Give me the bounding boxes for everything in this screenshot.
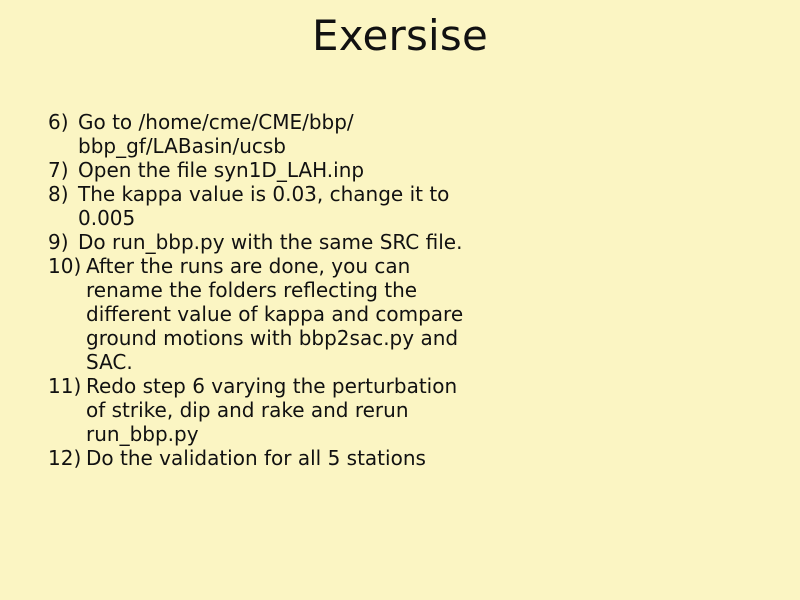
list-item [48, 230, 468, 254]
slide-title: Exersise [311, 11, 489, 60]
list-item-text: The kappa value is 0.03, change it to 0.005 [78, 182, 450, 230]
list-item-number: 12) [48, 446, 82, 470]
exercise-list [48, 110, 468, 470]
list-item-number: 6) [48, 110, 69, 134]
list-item [48, 374, 468, 446]
list-item-text: Redo step 6 varying the perturbation of strike, dip and rake and rerun run_bbp.py [86, 374, 458, 446]
list-item [48, 110, 468, 158]
list-item [48, 158, 468, 182]
list-item [48, 182, 468, 230]
list-item-number: 11) [48, 374, 82, 398]
list-item-number: 10) [48, 254, 82, 278]
list-item-number: 7) [48, 158, 69, 182]
list-item [48, 254, 468, 374]
list-item-text: Do the validation for all 5 stations [86, 446, 426, 470]
list-item-text: Do run_bbp.py with the same SRC file. [78, 230, 463, 254]
list-item [48, 446, 468, 470]
list-item-text: After the runs are done, you can rename the folders reflecting the different value of kappa and compare ground motions with bbp2sac.py and SAC. [86, 254, 464, 374]
list-item-number: 8) [48, 182, 69, 206]
list-item-number: 9) [48, 230, 69, 254]
list-item-text: Go to /home/cme/CME/bbp/ bbp_gf/LABasin/ucsb [78, 110, 354, 158]
list-item-text: Open the file syn1D_LAH.inp [78, 158, 365, 182]
